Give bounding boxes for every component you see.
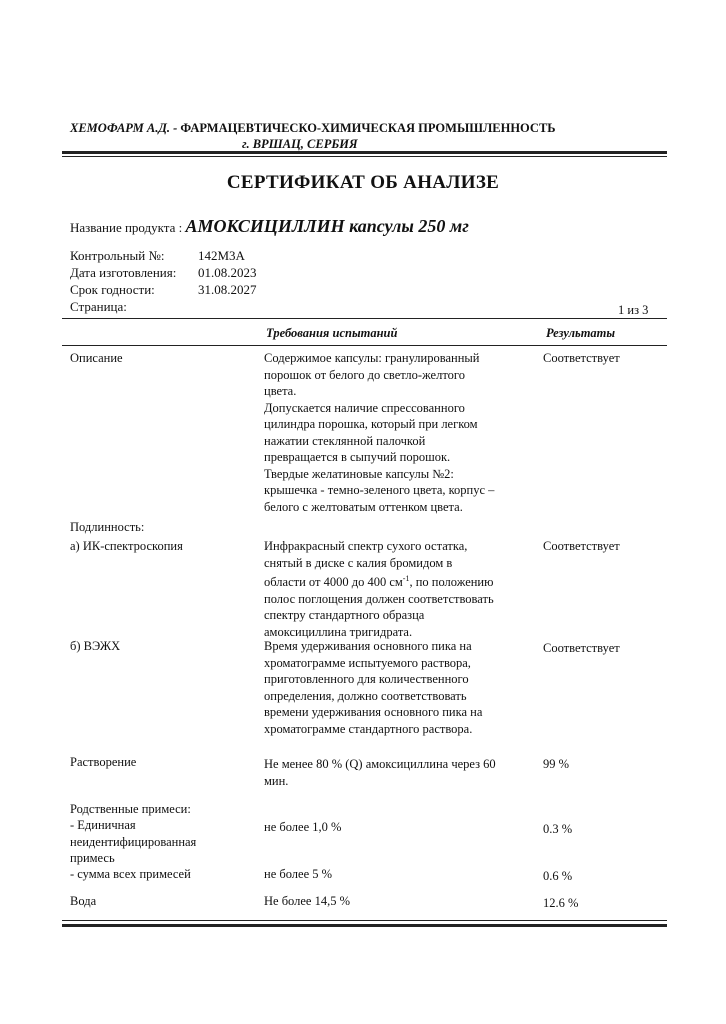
- result-single-impurity: 0.3 %: [543, 822, 573, 836]
- product-line: [70, 216, 469, 237]
- company-header: [70, 120, 660, 152]
- requirement-line: белого с желтоватым оттенком цвета.: [264, 499, 463, 514]
- requirement-line: снятый в диске с калия бромидом в: [264, 555, 453, 570]
- expiry-date-value: 31.08.2027: [198, 282, 257, 297]
- header-divider: [62, 151, 667, 154]
- result-ir: Соответствует: [543, 539, 620, 553]
- page-number: 1 из 3: [618, 303, 649, 317]
- test-name-impurities: Родственные примеси:: [70, 802, 191, 816]
- product-label: Название продукта :: [70, 220, 183, 235]
- company-description: ФАРМАЦЕВТИЧЕСКО-ХИМИЧЕСКАЯ ПРОМЫШЛЕННОСТЬ: [180, 121, 556, 135]
- test-name-ir: а) ИК-спектроскопия: [70, 539, 183, 553]
- column-header-results: Результаты: [546, 326, 616, 340]
- requirement-line: Не менее 80 % (Q) амоксициллина через 60: [264, 757, 496, 771]
- table-header-rule: [62, 345, 667, 346]
- test-name-hplc: б) ВЭЖХ: [70, 639, 121, 653]
- page-title: СЕРТИФИКАТ ОБ АНАЛИЗЕ: [226, 172, 500, 193]
- requirement-line: порошок от белого до светло-желтого: [264, 367, 465, 382]
- test-name-water: Вода: [70, 894, 97, 908]
- result-total-impurities: 0.6 %: [543, 869, 573, 883]
- expiry-date-label: Срок годности:: [70, 282, 155, 297]
- requirement-water: Не более 14,5 %: [264, 894, 351, 908]
- requirement-line: Содержимое капсулы: гранулированный: [264, 351, 480, 365]
- test-name-description: Описание: [70, 351, 123, 365]
- control-number-value: 142М3А: [198, 248, 245, 263]
- page-row: [70, 299, 198, 315]
- expiry-date-row: [70, 282, 257, 298]
- requirement-hplc: [264, 638, 536, 737]
- company-city: г. ВРШАЦ, СЕРБИЯ: [242, 137, 358, 151]
- manufacture-date-row: [70, 265, 257, 281]
- test-name-dissolution: Растворение: [70, 755, 137, 769]
- header-divider-thin: [62, 156, 667, 157]
- result-description: Соответствует: [543, 351, 620, 365]
- test-name-identity: Подлинность:: [70, 520, 145, 534]
- test-name-single-impurity: [70, 817, 260, 867]
- page-label: Страница:: [70, 299, 127, 314]
- requirement-line: [264, 571, 536, 591]
- requirement-line: цилиндра порошка, который при легком: [264, 417, 478, 431]
- requirement-line: превращается в сыпучий порошок.: [264, 450, 451, 464]
- requirement-ir: [264, 538, 536, 640]
- test-name-total-impurities: - сумма всех примесей: [70, 867, 191, 881]
- test-name-line: неидентифицированная: [70, 834, 197, 849]
- requirement-text: , по положению: [409, 575, 494, 590]
- manufacture-date-label: Дата изготовления:: [70, 265, 177, 280]
- test-name-line: примесь: [70, 851, 115, 865]
- requirement-line: мин.: [264, 773, 289, 788]
- requirement-line: амоксициллина тригидрата.: [264, 624, 413, 639]
- column-header-requirements: Требования испытаний: [266, 326, 398, 340]
- requirement-line: приготовленного для количественного: [264, 672, 469, 686]
- requirement-line: хроматограмме стандартного раствора.: [264, 721, 473, 736]
- requirement-line: Время удерживания основного пика на: [264, 639, 472, 653]
- table-top-rule: [62, 318, 667, 319]
- requirement-description: [264, 350, 536, 515]
- control-number-label: Контрольный №:: [70, 248, 165, 263]
- requirement-dissolution: [264, 756, 536, 789]
- requirement-single-impurity: не более 1,0 %: [264, 820, 342, 834]
- test-name-line: - Единичная: [70, 818, 136, 832]
- requirement-line: крышечка - темно-зеленого цвета, корпус –: [264, 483, 495, 497]
- requirement-line: Твердые желатиновые капсулы №2:: [264, 466, 454, 481]
- result-dissolution: 99 %: [543, 757, 570, 771]
- requirement-text: области от 4000 до 400 см: [264, 575, 403, 590]
- requirement-line: определения, должно соответствовать: [264, 688, 467, 703]
- table-bottom-rule: [62, 920, 667, 921]
- requirement-line: полос поглощения должен соответствовать: [264, 591, 494, 606]
- requirement-line: спектру стандартного образца: [264, 608, 425, 623]
- result-water: 12.6 %: [543, 896, 579, 910]
- table-bottom-rule-thick: [62, 924, 667, 927]
- requirement-line: Инфракрасный спектр сухого остатка,: [264, 539, 468, 553]
- requirement-total-impurities: не более 5 %: [264, 867, 333, 881]
- company-name: ХЕМОФАРМ А.Д. -: [70, 121, 178, 135]
- requirement-line: Допускается наличие спрессованного: [264, 400, 465, 415]
- control-number-row: [70, 248, 245, 264]
- requirement-line: хроматограмме испытуемого раствора,: [264, 655, 471, 670]
- company-line: [70, 120, 660, 136]
- result-hplc: Соответствует: [543, 641, 620, 655]
- requirement-line: времени удерживания основного пика на: [264, 705, 483, 719]
- manufacture-date-value: 01.08.2023: [198, 265, 257, 280]
- superscript: -1: [402, 574, 410, 583]
- requirement-line: цвета.: [264, 384, 297, 398]
- requirement-line: нажатии стеклянной палочкой: [264, 433, 426, 448]
- product-name: АМОКСИЦИЛЛИН капсулы 250 мг: [185, 216, 469, 236]
